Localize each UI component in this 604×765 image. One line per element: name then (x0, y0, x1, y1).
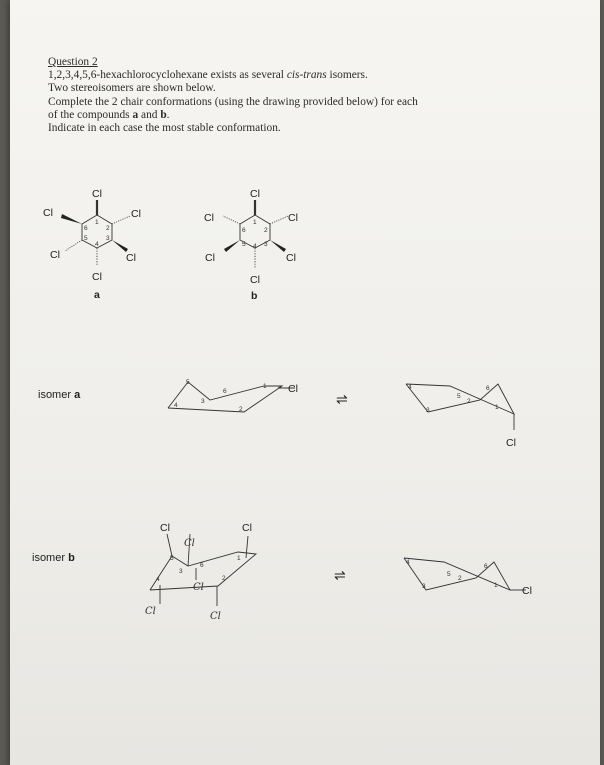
svg-text:1: 1 (263, 383, 267, 390)
cl-b-left: Cl (204, 212, 214, 224)
chair-b-left (150, 534, 256, 606)
question-title: Question 2 (48, 56, 98, 68)
svg-text:5: 5 (457, 393, 461, 400)
svg-text:1: 1 (253, 219, 257, 226)
question-line-3: Complete the 2 chair conformations (using the drawing provided below) for each (48, 95, 418, 108)
svg-text:4: 4 (406, 559, 410, 566)
question-line-5: Indicate in each case the most stable conformation. (48, 122, 281, 135)
figures-canvas (10, 0, 600, 765)
cl-b-lower-right: Cl (286, 252, 296, 264)
svg-text:1: 1 (237, 555, 241, 562)
svg-text:6: 6 (200, 562, 204, 569)
svg-text:4: 4 (174, 402, 178, 409)
svg-text:6: 6 (484, 563, 488, 570)
cl-a-right: Cl (131, 208, 141, 220)
svg-text:2: 2 (467, 398, 471, 405)
handwritten-cl-1: Cl (184, 538, 195, 549)
isomer-b-label: isomer b (32, 552, 75, 564)
cl-chair-b-right: Cl (522, 585, 532, 597)
cl-a-bottom: Cl (92, 271, 102, 283)
cl-b-bottom: Cl (250, 274, 260, 286)
question-line-1: 1,2,3,4,5,6-hexachlorocyclohexane exists as several cis-trans isomers. (48, 69, 368, 82)
svg-text:2: 2 (222, 575, 226, 582)
svg-text:4: 4 (253, 243, 257, 250)
svg-text:3: 3 (264, 241, 268, 248)
handwritten-cl-2: Cl (193, 582, 204, 593)
svg-text:3: 3 (106, 235, 110, 242)
svg-text:5: 5 (447, 571, 451, 578)
cl-b-lower-left: Cl (205, 252, 215, 264)
svg-text:5: 5 (242, 241, 246, 248)
svg-text:3: 3 (201, 398, 205, 405)
svg-text:3: 3 (179, 568, 183, 575)
svg-text:5: 5 (84, 235, 88, 242)
cl-a-left: Cl (43, 207, 53, 219)
cl-chair-b-top-left: Cl (160, 522, 170, 534)
cl-chair-a-right: Cl (506, 437, 516, 449)
svg-text:2: 2 (239, 406, 243, 413)
svg-text:6: 6 (84, 225, 88, 232)
cis-trans-term: cis-trans (286, 69, 327, 82)
paper-sheet (10, 0, 600, 765)
svg-text:5: 5 (186, 379, 190, 386)
question-line-4: of the compounds a and b. (48, 108, 170, 121)
structure-a (61, 200, 130, 266)
svg-text:3: 3 (422, 583, 426, 590)
question-line-2: Two stereoisomers are shown below. (48, 82, 216, 95)
svg-text:4: 4 (408, 384, 412, 391)
handwritten-cl-4: Cl (210, 611, 221, 622)
svg-text:3: 3 (426, 407, 430, 414)
cl-a-top: Cl (92, 188, 102, 200)
svg-text:2: 2 (264, 227, 268, 234)
cl-chair-a-left: Cl (288, 383, 298, 395)
isomer-a-label: isomer a (38, 389, 81, 401)
svg-text:6: 6 (223, 388, 227, 395)
cl-a-lower-left: Cl (50, 249, 60, 261)
handwritten-cl-3: Cl (145, 606, 156, 617)
cl-chair-b-top-right: Cl (242, 522, 252, 534)
svg-text:1: 1 (494, 582, 498, 589)
svg-text:4: 4 (156, 576, 160, 583)
svg-text:1: 1 (95, 219, 99, 226)
cl-b-top: Cl (250, 188, 260, 200)
equilibrium-arrow-a: ⇌ (336, 391, 348, 407)
svg-text:5: 5 (170, 555, 174, 562)
chair-a-left (168, 382, 295, 412)
svg-text:6: 6 (242, 227, 246, 234)
svg-text:2: 2 (458, 575, 462, 582)
equilibrium-arrow-b: ⇌ (334, 567, 346, 583)
svg-text:1: 1 (495, 404, 499, 411)
svg-text:2: 2 (106, 225, 110, 232)
label-b: b (251, 290, 258, 302)
label-a: a (94, 289, 100, 301)
svg-text:6: 6 (486, 385, 490, 392)
cl-b-right: Cl (288, 212, 298, 224)
cl-a-lower-right: Cl (126, 252, 136, 264)
svg-text:4: 4 (95, 241, 99, 248)
structure-b (223, 200, 288, 268)
